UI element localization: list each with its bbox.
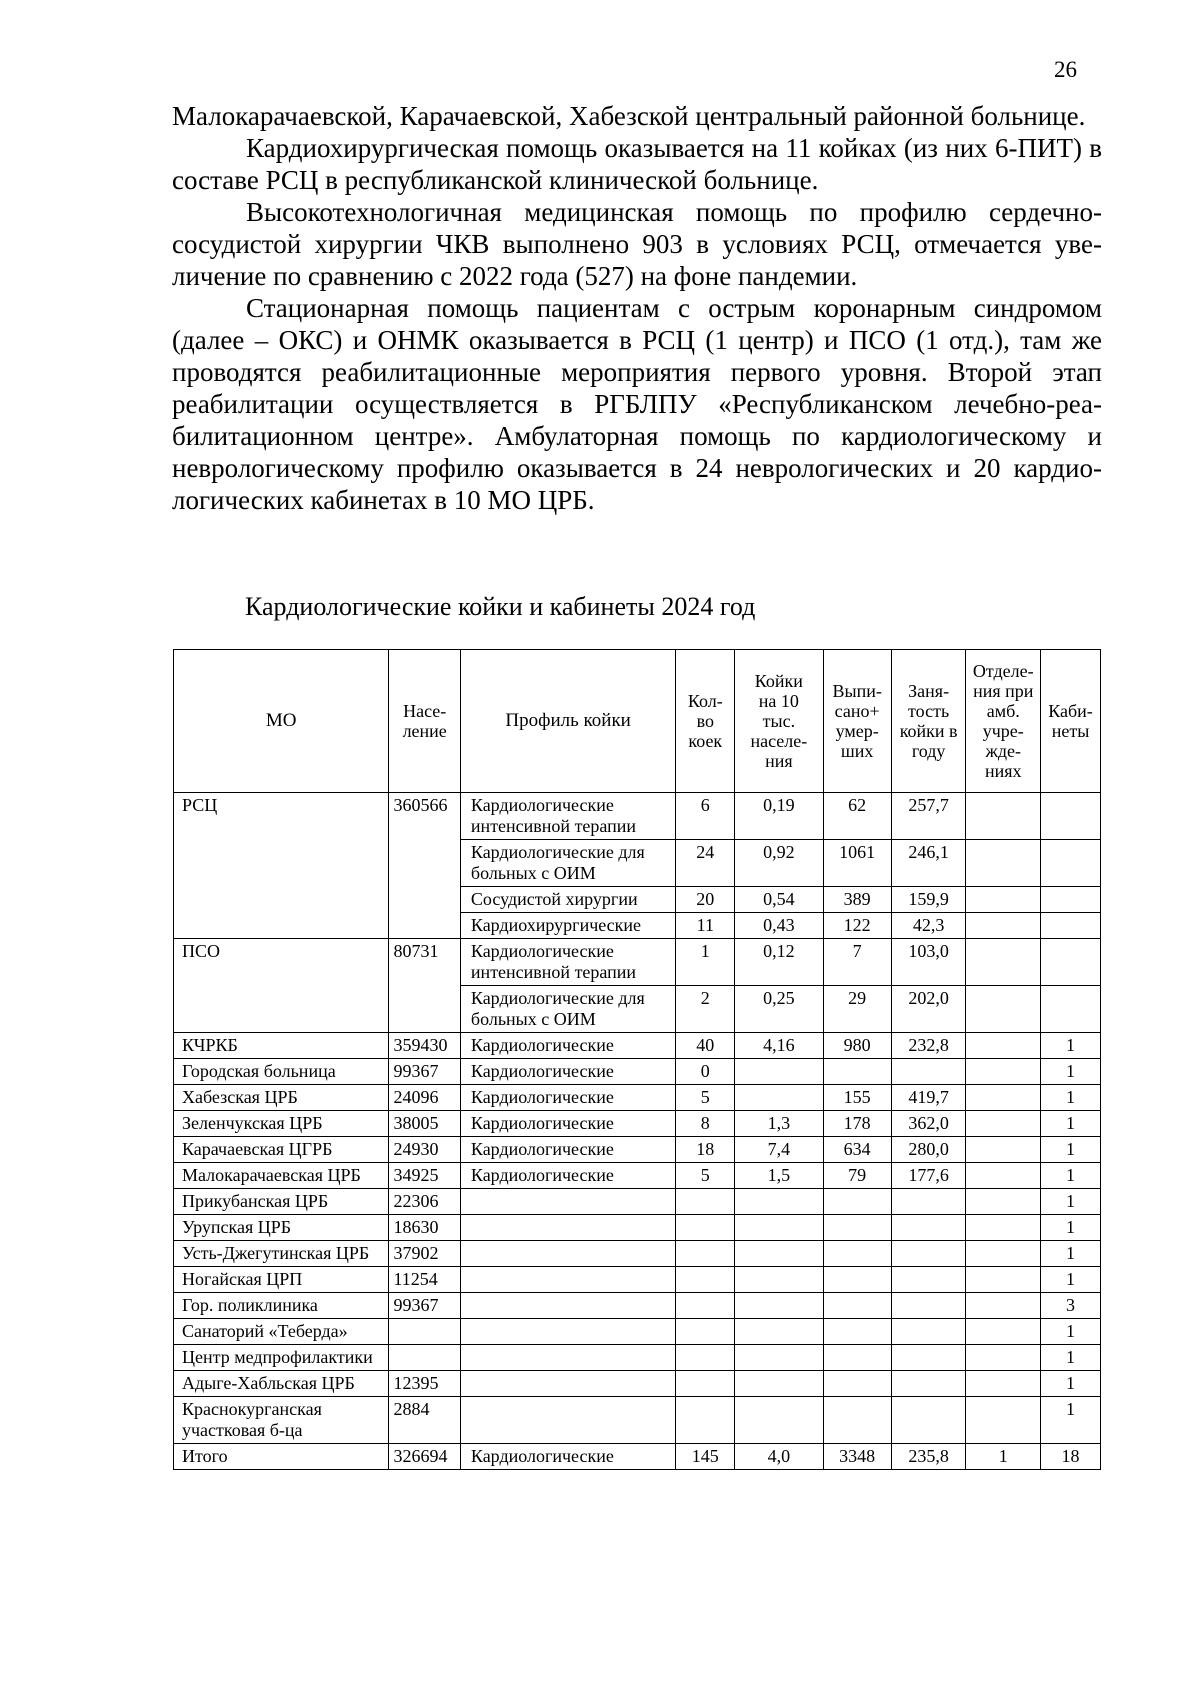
body-text: [172, 100, 1102, 516]
cell-discharged: [823, 1267, 891, 1293]
cell-discharged: [823, 1215, 891, 1241]
cell-occupancy: [891, 1059, 966, 1085]
cell-profile: Кардиохирургические: [460, 913, 675, 939]
cell-per10k: 0,54: [735, 887, 823, 913]
cell-occupancy: 159,9: [891, 887, 966, 913]
cell-mo: Урупская ЦРБ: [174, 1215, 389, 1241]
cell-beds: 145: [676, 1444, 735, 1470]
cell-occupancy: [891, 1241, 966, 1267]
cell-population: 38005: [389, 1111, 460, 1137]
header-text: Насе- ление: [402, 701, 447, 741]
cell-per10k: [735, 1319, 823, 1345]
cell-outpatient: [966, 1163, 1041, 1189]
header-profile: Профиль койки: [460, 650, 675, 793]
cell-profile: Кардиологические: [460, 1059, 675, 1085]
cell-outpatient: [966, 1397, 1041, 1444]
cell-per10k: [735, 1397, 823, 1444]
cell-outpatient: [966, 1111, 1041, 1137]
cell-mo: ПСО: [174, 939, 389, 1033]
cell-beds: [676, 1319, 735, 1345]
cell-outpatient: [966, 887, 1041, 913]
cell-offices: 1: [1041, 1241, 1101, 1267]
cell-outpatient: [966, 840, 1041, 887]
cell-occupancy: [891, 1189, 966, 1215]
cell-mo: Ногайская ЦРП: [174, 1267, 389, 1293]
cell-per10k: [735, 1345, 823, 1371]
table-row: [174, 1241, 1101, 1267]
cell-occupancy: [891, 1293, 966, 1319]
cell-profile: Кардиологические: [460, 1137, 675, 1163]
cell-discharged: 79: [823, 1163, 891, 1189]
cell-outpatient: [966, 1033, 1041, 1059]
cell-mo: Городская больница: [174, 1059, 389, 1085]
cell-per10k: [735, 1371, 823, 1397]
cell-profile: [460, 1319, 675, 1345]
header-occupancy: [891, 650, 966, 793]
cell-beds: 24: [676, 840, 735, 887]
cell-profile: Кардиологические для больных с ОИМ: [460, 840, 675, 887]
cell-per10k: 0,12: [735, 939, 823, 986]
cell-occupancy: [891, 1345, 966, 1371]
cell-per10k: [735, 1059, 823, 1085]
cell-offices: [1041, 913, 1101, 939]
cell-population: [389, 1345, 460, 1371]
cell-occupancy: [891, 1397, 966, 1444]
cell-offices: [1041, 840, 1101, 887]
cell-population: 18630: [389, 1215, 460, 1241]
table-row: [174, 1371, 1101, 1397]
header-population: [389, 650, 460, 793]
cell-beds: 5: [676, 1085, 735, 1111]
header-beds: [676, 650, 735, 793]
table-row: [174, 793, 1101, 840]
header-mo: МО: [174, 650, 389, 793]
cell-discharged: 634: [823, 1137, 891, 1163]
cell-per10k: 0,19: [735, 793, 823, 840]
cell-population: 24096: [389, 1085, 460, 1111]
cell-profile: [460, 1189, 675, 1215]
cell-occupancy: 246,1: [891, 840, 966, 887]
cell-profile: Кардиологические: [460, 1163, 675, 1189]
cell-per10k: 4,0: [735, 1444, 823, 1470]
cell-discharged: 155: [823, 1085, 891, 1111]
cell-discharged: 1061: [823, 840, 891, 887]
cell-occupancy: 419,7: [891, 1085, 966, 1111]
cell-population: 99367: [389, 1293, 460, 1319]
cell-beds: [676, 1293, 735, 1319]
cell-beds: [676, 1189, 735, 1215]
cell-discharged: 7: [823, 939, 891, 986]
cell-profile: Сосудистой хирургии: [460, 887, 675, 913]
table-row: [174, 939, 1101, 986]
cell-outpatient: [966, 1241, 1041, 1267]
cell-beds: 18: [676, 1137, 735, 1163]
cell-outpatient: [966, 1267, 1041, 1293]
paragraph: Стационарная помощь пациентам с острым коронарным синдромом (далее – ОКС) и ОНМК оказывается в РСЦ (1 центр) и ПСО (1 отд.), там же проводятся реабилитационные мероприятия первого уровня. Второй этап реабилитации осуществляется в РГБЛПУ «Республиканском лечебно-реабилитационном центре». Амбулаторная помощь по кардиологическому и неврологическому профилю оказывается в 24 неврологических и 20 кардиологических кабинетах в 10 МО ЦРБ.: [172, 293, 1102, 515]
cell-outpatient: [966, 1215, 1041, 1241]
cell-population: [389, 1319, 460, 1345]
cell-outpatient: [966, 1345, 1041, 1371]
cell-per10k: [735, 1293, 823, 1319]
cell-outpatient: [966, 939, 1041, 986]
header-offices: [1041, 650, 1101, 793]
cell-profile: [460, 1293, 675, 1319]
cell-mo: Прикубанская ЦРБ: [174, 1189, 389, 1215]
header-text: Койки на 10 тыс. населе- ния: [750, 671, 808, 771]
cell-beds: [676, 1267, 735, 1293]
cell-discharged: [823, 1397, 891, 1444]
cell-offices: 1: [1041, 1319, 1101, 1345]
cell-discharged: 178: [823, 1111, 891, 1137]
cell-population: 22306: [389, 1189, 460, 1215]
cell-outpatient: [966, 793, 1041, 840]
cell-discharged: [823, 1345, 891, 1371]
cell-outpatient: [966, 1371, 1041, 1397]
cell-offices: [1041, 887, 1101, 913]
cell-profile: [460, 1241, 675, 1267]
cell-offices: [1041, 939, 1101, 986]
cell-profile: Кардиологические: [460, 1033, 675, 1059]
table-row: [174, 1345, 1101, 1371]
cardiology-beds-table: [173, 649, 1101, 1470]
cell-profile: Кардиологические: [460, 1444, 675, 1470]
cell-per10k: [735, 1241, 823, 1267]
cell-beds: 8: [676, 1111, 735, 1137]
cell-per10k: 0,92: [735, 840, 823, 887]
cell-per10k: 4,16: [735, 1033, 823, 1059]
cell-population: 326694: [389, 1444, 460, 1470]
cell-per10k: 1,3: [735, 1111, 823, 1137]
table-row: [174, 1267, 1101, 1293]
header-text: Выпи- сано+ умер- ших: [832, 681, 882, 761]
cell-outpatient: [966, 913, 1041, 939]
cell-beds: [676, 1215, 735, 1241]
cell-offices: 3: [1041, 1293, 1101, 1319]
table-body-simple: [174, 1033, 1101, 1470]
header-text: Каби- неты: [1048, 701, 1093, 741]
cell-profile: Кардиологические: [460, 1085, 675, 1111]
cell-discharged: 29: [823, 986, 891, 1033]
header-beds-per-10k: [735, 650, 823, 793]
cell-mo: Хабезская ЦРБ: [174, 1085, 389, 1111]
cell-mo: Зеленчукская ЦРБ: [174, 1111, 389, 1137]
header-text: Заня- тость койки в году: [899, 681, 958, 761]
cell-beds: 2: [676, 986, 735, 1033]
cell-occupancy: 235,8: [891, 1444, 966, 1470]
cell-occupancy: [891, 1215, 966, 1241]
cell-discharged: 389: [823, 887, 891, 913]
cell-beds: 6: [676, 793, 735, 840]
cell-outpatient: [966, 1189, 1041, 1215]
cell-occupancy: 42,3: [891, 913, 966, 939]
cell-beds: [676, 1345, 735, 1371]
cell-per10k: 7,4: [735, 1137, 823, 1163]
cell-population: 34925: [389, 1163, 460, 1189]
cell-beds: [676, 1241, 735, 1267]
header-discharged: [823, 650, 891, 793]
cell-offices: 1: [1041, 1059, 1101, 1085]
cell-beds: 1: [676, 939, 735, 986]
paragraph: Малокарачаевской, Карачаевской, Хабезской центральный районной больнице.: [172, 101, 1086, 131]
cell-per10k: [735, 1085, 823, 1111]
table-row: [174, 1444, 1101, 1470]
cell-offices: 1: [1041, 1111, 1101, 1137]
page-number: 26: [1054, 57, 1077, 82]
table-row: [174, 1137, 1101, 1163]
table-row: [174, 1189, 1101, 1215]
cell-mo: РСЦ: [174, 793, 389, 939]
cell-offices: 18: [1041, 1444, 1101, 1470]
cell-population: 80731: [389, 939, 460, 1033]
cell-offices: [1041, 986, 1101, 1033]
cell-profile: Кардиологические для больных с ОИМ: [460, 986, 675, 1033]
cell-per10k: [735, 1267, 823, 1293]
cell-offices: 1: [1041, 1033, 1101, 1059]
cell-occupancy: 103,0: [891, 939, 966, 986]
cell-outpatient: [966, 1085, 1041, 1111]
cell-offices: [1041, 793, 1101, 840]
cell-discharged: 980: [823, 1033, 891, 1059]
table-row: [174, 1319, 1101, 1345]
cell-discharged: 3348: [823, 1444, 891, 1470]
cell-mo: Малокарачаевская ЦРБ: [174, 1163, 389, 1189]
cell-occupancy: [891, 1267, 966, 1293]
table-row: [174, 1085, 1101, 1111]
cell-beds: [676, 1397, 735, 1444]
cell-offices: 1: [1041, 1345, 1101, 1371]
cell-discharged: 122: [823, 913, 891, 939]
cell-per10k: [735, 1215, 823, 1241]
cell-occupancy: 280,0: [891, 1137, 966, 1163]
table-row: [174, 1293, 1101, 1319]
cell-offices: 1: [1041, 1085, 1101, 1111]
cell-per10k: 1,5: [735, 1163, 823, 1189]
cell-profile: Кардиологические интенсивной терапии: [460, 939, 675, 986]
cell-mo: Итого: [174, 1444, 389, 1470]
cell-mo: Гор. поликлиника: [174, 1293, 389, 1319]
cell-offices: 1: [1041, 1215, 1101, 1241]
cell-discharged: [823, 1189, 891, 1215]
cell-occupancy: 362,0: [891, 1111, 966, 1137]
header-outpatient: [966, 650, 1041, 793]
table-caption: Кардиологические койки и кабинеты 2024 год: [245, 592, 756, 621]
cell-discharged: 62: [823, 793, 891, 840]
table-row: [174, 1215, 1101, 1241]
cell-outpatient: [966, 1319, 1041, 1345]
header-text: Отделе- ния при амб. учре- жде- ниях: [972, 661, 1034, 781]
cell-mo: Карачаевская ЦГРБ: [174, 1137, 389, 1163]
cell-offices: 1: [1041, 1163, 1101, 1189]
cell-occupancy: 232,8: [891, 1033, 966, 1059]
cell-offices: 1: [1041, 1267, 1101, 1293]
cell-offices: 1: [1041, 1137, 1101, 1163]
cell-mo: КЧРКБ: [174, 1033, 389, 1059]
cell-beds: 11: [676, 913, 735, 939]
cell-discharged: [823, 1319, 891, 1345]
cell-profile: [460, 1397, 675, 1444]
cell-occupancy: 177,6: [891, 1163, 966, 1189]
table-row: [174, 1397, 1101, 1444]
table-row: [174, 1163, 1101, 1189]
cell-profile: [460, 1345, 675, 1371]
cell-offices: 1: [1041, 1189, 1101, 1215]
cell-population: 99367: [389, 1059, 460, 1085]
cell-beds: [676, 1371, 735, 1397]
cell-population: 2884: [389, 1397, 460, 1444]
cell-outpatient: [966, 986, 1041, 1033]
header-text: Кол- во коек: [687, 691, 723, 751]
table-row: [174, 1059, 1101, 1085]
table-header-row: [174, 650, 1101, 793]
cell-occupancy: 257,7: [891, 793, 966, 840]
cell-population: 360566: [389, 793, 460, 939]
cell-beds: 5: [676, 1163, 735, 1189]
cell-profile: [460, 1267, 675, 1293]
cell-per10k: 0,43: [735, 913, 823, 939]
cell-beds: 40: [676, 1033, 735, 1059]
cell-mo: Краснокурганская участковая б-ца: [174, 1397, 389, 1444]
cell-beds: 0: [676, 1059, 735, 1085]
cell-outpatient: [966, 1059, 1041, 1085]
cell-population: 11254: [389, 1267, 460, 1293]
table-row: [174, 1033, 1101, 1059]
paragraph: Кардиохирургическая помощь оказывается на 11 койках (из них 6-ПИТ) в составе РСЦ в республиканской клинической больнице.: [172, 133, 1102, 195]
table-row: [174, 1111, 1101, 1137]
cell-profile: [460, 1371, 675, 1397]
cell-mo: Центр медпрофилактики: [174, 1345, 389, 1371]
cell-profile: Кардиологические интенсивной терапии: [460, 793, 675, 840]
cell-profile: Кардиологические: [460, 1111, 675, 1137]
cell-mo: Санаторий «Теберда»: [174, 1319, 389, 1345]
cell-occupancy: 202,0: [891, 986, 966, 1033]
cell-profile: [460, 1215, 675, 1241]
cell-per10k: [735, 1189, 823, 1215]
cell-population: 24930: [389, 1137, 460, 1163]
cell-beds: 20: [676, 887, 735, 913]
cell-occupancy: [891, 1371, 966, 1397]
cell-offices: 1: [1041, 1397, 1101, 1444]
cell-population: 37902: [389, 1241, 460, 1267]
cell-occupancy: [891, 1319, 966, 1345]
paragraph: Высокотехнологичная медицинская помощь по профилю сердечнососудистой хирургии ЧКВ выполнено 903 в условиях РСЦ, отмечается увеличение по сравнению с 2022 года (527) на фоне пандемии.: [172, 197, 1102, 291]
cell-mo: Усть-Джегутинская ЦРБ: [174, 1241, 389, 1267]
cell-mo: Адыге-Хабльская ЦРБ: [174, 1371, 389, 1397]
cell-per10k: 0,25: [735, 986, 823, 1033]
cell-offices: 1: [1041, 1371, 1101, 1397]
cell-discharged: [823, 1293, 891, 1319]
cell-population: 359430: [389, 1033, 460, 1059]
cell-discharged: [823, 1241, 891, 1267]
cell-outpatient: [966, 1293, 1041, 1319]
cell-outpatient: [966, 1137, 1041, 1163]
cell-discharged: [823, 1059, 891, 1085]
cell-discharged: [823, 1371, 891, 1397]
cell-population: 12395: [389, 1371, 460, 1397]
cell-outpatient: 1: [966, 1444, 1041, 1470]
